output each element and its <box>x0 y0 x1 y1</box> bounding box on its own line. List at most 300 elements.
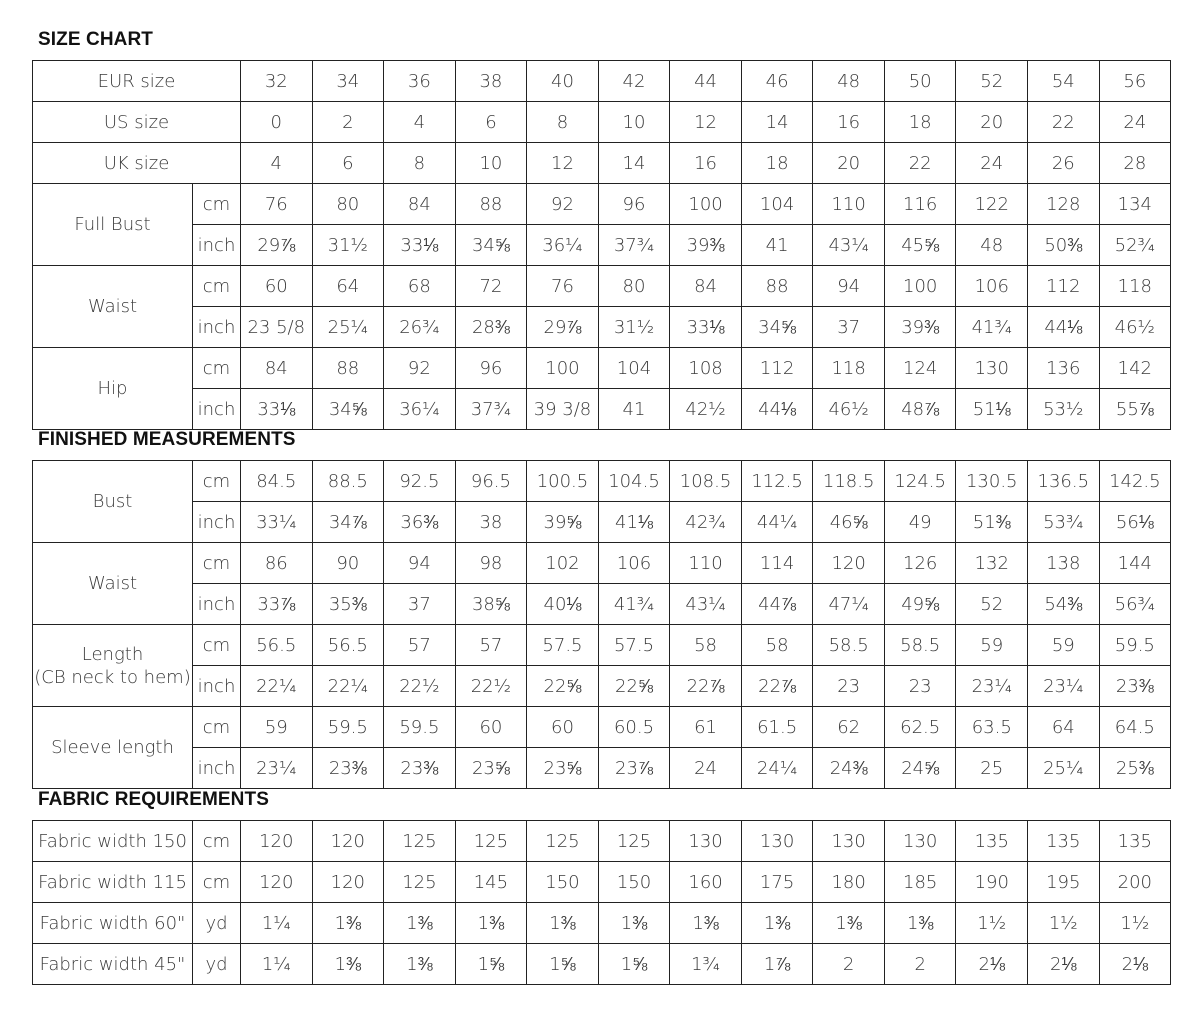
value-cell: 8 <box>384 143 456 184</box>
unit-cell: cm <box>193 543 241 584</box>
value-cell: 51⅜ <box>956 502 1028 543</box>
value-cell: 22¼ <box>241 666 313 707</box>
value-cell: 56.5 <box>312 625 384 666</box>
table-row <box>33 266 1171 307</box>
value-cell: 23¼ <box>956 666 1028 707</box>
size-chart-table <box>32 60 1171 430</box>
value-cell: 51⅛ <box>956 389 1028 430</box>
value-cell: 94 <box>384 543 456 584</box>
value-cell: 44 <box>670 61 742 102</box>
value-cell: 23⅞ <box>598 748 670 789</box>
value-cell: 118.5 <box>813 461 885 502</box>
value-cell: 1¾ <box>670 944 742 985</box>
value-cell: 62 <box>813 707 885 748</box>
value-cell: 90 <box>312 543 384 584</box>
value-cell: 64 <box>312 266 384 307</box>
value-cell: 76 <box>241 184 313 225</box>
table-row <box>33 348 1171 389</box>
size-chart-heading: SIZE CHART <box>38 29 153 50</box>
value-cell: 175 <box>741 862 813 903</box>
value-cell: 88 <box>455 184 527 225</box>
value-cell: 60.5 <box>598 707 670 748</box>
value-cell: 54⅜ <box>1028 584 1100 625</box>
value-cell: 44⅞ <box>741 584 813 625</box>
value-cell: 38 <box>455 502 527 543</box>
table-row <box>33 707 1171 748</box>
value-cell: 59 <box>956 625 1028 666</box>
value-cell: 1⅝ <box>455 944 527 985</box>
value-cell: 25¼ <box>312 307 384 348</box>
row-label: Sleeve length <box>33 707 193 789</box>
value-cell: 49⅝ <box>884 584 956 625</box>
value-cell: 88 <box>312 348 384 389</box>
table-row <box>33 666 1171 707</box>
value-cell: 84 <box>384 184 456 225</box>
value-cell: 150 <box>527 862 599 903</box>
value-cell: 94 <box>813 266 885 307</box>
value-cell: 88.5 <box>312 461 384 502</box>
value-cell: 53¾ <box>1028 502 1100 543</box>
value-cell: 1¼ <box>241 944 313 985</box>
value-cell: 18 <box>884 102 956 143</box>
value-cell: 136.5 <box>1028 461 1100 502</box>
value-cell: 47¼ <box>813 584 885 625</box>
value-cell: 134 <box>1099 184 1171 225</box>
value-cell: 4 <box>384 102 456 143</box>
row-label: Fabric width 115 <box>33 862 193 903</box>
value-cell: 120 <box>241 821 313 862</box>
table-row <box>33 862 1171 903</box>
value-cell: 96 <box>455 348 527 389</box>
value-cell: 33⅛ <box>384 225 456 266</box>
value-cell: 120 <box>813 543 885 584</box>
value-cell: 195 <box>1028 862 1100 903</box>
value-cell: 4 <box>241 143 313 184</box>
table-row <box>33 944 1171 985</box>
value-cell: 124.5 <box>884 461 956 502</box>
value-cell: 23 <box>884 666 956 707</box>
value-cell: 56¾ <box>1099 584 1171 625</box>
value-cell: 22½ <box>384 666 456 707</box>
value-cell: 72 <box>455 266 527 307</box>
table-row <box>33 102 1171 143</box>
value-cell: 58 <box>670 625 742 666</box>
value-cell: 48⅞ <box>884 389 956 430</box>
unit-cell: inch <box>193 502 241 543</box>
table-row <box>33 543 1171 584</box>
value-cell: 112 <box>1028 266 1100 307</box>
value-cell: 29⅞ <box>527 307 599 348</box>
value-cell: 34⅝ <box>455 225 527 266</box>
value-cell: 6 <box>455 102 527 143</box>
value-cell: 32 <box>241 61 313 102</box>
value-cell: 25¼ <box>1028 748 1100 789</box>
value-cell: 57 <box>455 625 527 666</box>
value-cell: 100 <box>670 184 742 225</box>
value-cell: 1⅜ <box>312 903 384 944</box>
value-cell: 64 <box>1028 707 1100 748</box>
value-cell: 10 <box>598 102 670 143</box>
value-cell: 135 <box>1028 821 1100 862</box>
value-cell: 18 <box>741 143 813 184</box>
row-label: EUR size <box>33 61 241 102</box>
value-cell: 84.5 <box>241 461 313 502</box>
value-cell: 98 <box>455 543 527 584</box>
value-cell: 52¾ <box>1099 225 1171 266</box>
value-cell: 60 <box>241 266 313 307</box>
value-cell: 10 <box>455 143 527 184</box>
value-cell: 142 <box>1099 348 1171 389</box>
value-cell: 61.5 <box>741 707 813 748</box>
value-cell: 1¼ <box>241 903 313 944</box>
value-cell: 110 <box>813 184 885 225</box>
value-cell: 110 <box>670 543 742 584</box>
value-cell: 1⅜ <box>741 903 813 944</box>
value-cell: 54 <box>1028 61 1100 102</box>
value-cell: 46 <box>741 61 813 102</box>
table-row <box>33 625 1171 666</box>
value-cell: 108.5 <box>670 461 742 502</box>
value-cell: 26¾ <box>384 307 456 348</box>
value-cell: 61 <box>670 707 742 748</box>
value-cell: 34⅝ <box>312 389 384 430</box>
value-cell: 43¼ <box>813 225 885 266</box>
value-cell: 58.5 <box>884 625 956 666</box>
value-cell: 28⅜ <box>455 307 527 348</box>
value-cell: 23⅝ <box>455 748 527 789</box>
value-cell: 26 <box>1028 143 1100 184</box>
value-cell: 144 <box>1099 543 1171 584</box>
value-cell: 39 3/8 <box>527 389 599 430</box>
value-cell: 60 <box>527 707 599 748</box>
value-cell: 1⅜ <box>384 903 456 944</box>
table-row <box>33 461 1171 502</box>
value-cell: 130 <box>956 348 1028 389</box>
value-cell: 1⅜ <box>455 903 527 944</box>
value-cell: 6 <box>312 143 384 184</box>
value-cell: 104.5 <box>598 461 670 502</box>
value-cell: 1⅜ <box>312 944 384 985</box>
unit-cell: cm <box>193 348 241 389</box>
unit-cell: cm <box>193 461 241 502</box>
table-row <box>33 389 1171 430</box>
value-cell: 52 <box>956 584 1028 625</box>
value-cell: 39⅜ <box>670 225 742 266</box>
value-cell: 37¾ <box>598 225 670 266</box>
value-cell: 1⅜ <box>670 903 742 944</box>
value-cell: 102 <box>527 543 599 584</box>
value-cell: 190 <box>956 862 1028 903</box>
value-cell: 68 <box>384 266 456 307</box>
value-cell: 38 <box>455 61 527 102</box>
value-cell: 22 <box>884 143 956 184</box>
value-cell: 120 <box>312 821 384 862</box>
value-cell: 114 <box>741 543 813 584</box>
unit-cell: yd <box>193 944 241 985</box>
value-cell: 23 <box>813 666 885 707</box>
value-cell: 112.5 <box>741 461 813 502</box>
value-cell: 2 <box>884 944 956 985</box>
table-row <box>33 143 1171 184</box>
row-label <box>33 625 193 707</box>
row-label: Waist <box>33 266 193 348</box>
value-cell: 1⅜ <box>813 903 885 944</box>
value-cell: 132 <box>956 543 1028 584</box>
value-cell: 56.5 <box>241 625 313 666</box>
value-cell: 92.5 <box>384 461 456 502</box>
value-cell: 24 <box>1099 102 1171 143</box>
unit-cell: cm <box>193 707 241 748</box>
unit-cell: inch <box>193 307 241 348</box>
value-cell: 31½ <box>598 307 670 348</box>
value-cell: 120 <box>241 862 313 903</box>
value-cell: 22⅞ <box>670 666 742 707</box>
value-cell: 25 <box>956 748 1028 789</box>
value-cell: 106 <box>956 266 1028 307</box>
value-cell: 128 <box>1028 184 1100 225</box>
value-cell: 12 <box>670 102 742 143</box>
value-cell: 29⅞ <box>241 225 313 266</box>
row-label: US size <box>33 102 241 143</box>
value-cell: 23⅜ <box>1099 666 1171 707</box>
value-cell: 44¼ <box>741 502 813 543</box>
value-cell: 36¼ <box>384 389 456 430</box>
value-cell: 142.5 <box>1099 461 1171 502</box>
value-cell: 48 <box>956 225 1028 266</box>
value-cell: 16 <box>670 143 742 184</box>
value-cell: 124 <box>884 348 956 389</box>
value-cell: 37¾ <box>455 389 527 430</box>
value-cell: 24⅜ <box>813 748 885 789</box>
value-cell: 38⅝ <box>455 584 527 625</box>
row-label: Full Bust <box>33 184 193 266</box>
value-cell: 86 <box>241 543 313 584</box>
fabric-requirements-heading: FABRIC REQUIREMENTS <box>38 789 269 810</box>
value-cell: 23¼ <box>241 748 313 789</box>
value-cell: 35⅜ <box>312 584 384 625</box>
value-cell: 104 <box>741 184 813 225</box>
value-cell: 55⅞ <box>1099 389 1171 430</box>
value-cell: 42½ <box>670 389 742 430</box>
value-cell: 43¼ <box>670 584 742 625</box>
value-cell: 52 <box>956 61 1028 102</box>
table-row <box>33 584 1171 625</box>
value-cell: 14 <box>741 102 813 143</box>
table-row <box>33 821 1171 862</box>
value-cell: 185 <box>884 862 956 903</box>
value-cell: 33⅞ <box>241 584 313 625</box>
value-cell: 80 <box>312 184 384 225</box>
value-cell: 150 <box>598 862 670 903</box>
value-cell: 130 <box>741 821 813 862</box>
value-cell: 145 <box>455 862 527 903</box>
value-cell: 1½ <box>1028 903 1100 944</box>
finished-measurements-table <box>32 460 1171 789</box>
value-cell: 104 <box>598 348 670 389</box>
value-cell: 24 <box>956 143 1028 184</box>
value-cell: 34⅞ <box>312 502 384 543</box>
unit-cell: yd <box>193 903 241 944</box>
value-cell: 41 <box>598 389 670 430</box>
value-cell: 88 <box>741 266 813 307</box>
table-row <box>33 502 1171 543</box>
value-cell: 118 <box>1099 266 1171 307</box>
value-cell: 126 <box>884 543 956 584</box>
value-cell: 22¼ <box>312 666 384 707</box>
value-cell: 0 <box>241 102 313 143</box>
unit-cell: cm <box>193 266 241 307</box>
value-cell: 23⅜ <box>384 748 456 789</box>
row-label: UK size <box>33 143 241 184</box>
value-cell: 125 <box>384 821 456 862</box>
value-cell: 136 <box>1028 348 1100 389</box>
value-cell: 1⅜ <box>527 903 599 944</box>
value-cell: 46½ <box>813 389 885 430</box>
value-cell: 135 <box>1099 821 1171 862</box>
value-cell: 125 <box>384 862 456 903</box>
value-cell: 34⅝ <box>741 307 813 348</box>
value-cell: 24 <box>670 748 742 789</box>
value-cell: 1½ <box>1099 903 1171 944</box>
value-cell: 60 <box>455 707 527 748</box>
value-cell: 92 <box>384 348 456 389</box>
row-label: Hip <box>33 348 193 430</box>
value-cell: 59.5 <box>384 707 456 748</box>
fabric-requirements-table <box>32 820 1171 985</box>
value-cell: 96 <box>598 184 670 225</box>
value-cell: 33¼ <box>241 502 313 543</box>
value-cell: 22⅝ <box>527 666 599 707</box>
value-cell: 23¼ <box>1028 666 1100 707</box>
value-cell: 44⅛ <box>1028 307 1100 348</box>
row-label-line: Length <box>81 643 144 665</box>
value-cell: 130 <box>670 821 742 862</box>
value-cell: 50⅜ <box>1028 225 1100 266</box>
unit-cell: inch <box>193 666 241 707</box>
value-cell: 48 <box>813 61 885 102</box>
value-cell: 2⅛ <box>1028 944 1100 985</box>
value-cell: 100 <box>884 266 956 307</box>
value-cell: 42¾ <box>670 502 742 543</box>
value-cell: 23⅜ <box>312 748 384 789</box>
value-cell: 41⅛ <box>598 502 670 543</box>
value-cell: 57 <box>384 625 456 666</box>
value-cell: 36¼ <box>527 225 599 266</box>
table-row <box>33 61 1171 102</box>
value-cell: 49 <box>884 502 956 543</box>
value-cell: 53½ <box>1028 389 1100 430</box>
value-cell: 1⅝ <box>598 944 670 985</box>
value-cell: 108 <box>670 348 742 389</box>
value-cell: 56 <box>1099 61 1171 102</box>
unit-cell: inch <box>193 389 241 430</box>
value-cell: 59 <box>241 707 313 748</box>
value-cell: 92 <box>527 184 599 225</box>
value-cell: 23⅝ <box>527 748 599 789</box>
value-cell: 125 <box>598 821 670 862</box>
table-row <box>33 225 1171 266</box>
value-cell: 59.5 <box>312 707 384 748</box>
value-cell: 12 <box>527 143 599 184</box>
value-cell: 28 <box>1099 143 1171 184</box>
value-cell: 39⅝ <box>527 502 599 543</box>
row-label: Fabric width 45" <box>33 944 193 985</box>
value-cell: 58 <box>741 625 813 666</box>
value-cell: 20 <box>956 102 1028 143</box>
unit-cell: cm <box>193 184 241 225</box>
value-cell: 125 <box>527 821 599 862</box>
value-cell: 2⅛ <box>1099 944 1171 985</box>
value-cell: 37 <box>384 584 456 625</box>
value-cell: 16 <box>813 102 885 143</box>
value-cell: 96.5 <box>455 461 527 502</box>
value-cell: 130 <box>884 821 956 862</box>
value-cell: 40 <box>527 61 599 102</box>
value-cell: 20 <box>813 143 885 184</box>
value-cell: 1⅞ <box>741 944 813 985</box>
value-cell: 84 <box>241 348 313 389</box>
value-cell: 138 <box>1028 543 1100 584</box>
value-cell: 8 <box>527 102 599 143</box>
value-cell: 46⅝ <box>813 502 885 543</box>
row-label-subline: (CB neck to hem) <box>34 666 191 688</box>
value-cell: 200 <box>1099 862 1171 903</box>
value-cell: 23 5/8 <box>241 307 313 348</box>
value-cell: 33⅛ <box>241 389 313 430</box>
table-row <box>33 903 1171 944</box>
value-cell: 36 <box>384 61 456 102</box>
table-row <box>33 748 1171 789</box>
value-cell: 80 <box>598 266 670 307</box>
value-cell: 22⅝ <box>598 666 670 707</box>
value-cell: 130 <box>813 821 885 862</box>
value-cell: 33⅛ <box>670 307 742 348</box>
value-cell: 22½ <box>455 666 527 707</box>
value-cell: 63.5 <box>956 707 1028 748</box>
value-cell: 1⅜ <box>598 903 670 944</box>
value-cell: 160 <box>670 862 742 903</box>
value-cell: 120 <box>312 862 384 903</box>
row-label: Bust <box>33 461 193 543</box>
value-cell: 22⅞ <box>741 666 813 707</box>
value-cell: 84 <box>670 266 742 307</box>
value-cell: 44⅛ <box>741 389 813 430</box>
value-cell: 1⅜ <box>384 944 456 985</box>
value-cell: 42 <box>598 61 670 102</box>
value-cell: 62.5 <box>884 707 956 748</box>
value-cell: 22 <box>1028 102 1100 143</box>
table-row <box>33 307 1171 348</box>
unit-cell: inch <box>193 225 241 266</box>
row-label: Waist <box>33 543 193 625</box>
value-cell: 2 <box>813 944 885 985</box>
value-cell: 37 <box>813 307 885 348</box>
value-cell: 2⅛ <box>956 944 1028 985</box>
value-cell: 39⅜ <box>884 307 956 348</box>
value-cell: 24⅝ <box>884 748 956 789</box>
value-cell: 130.5 <box>956 461 1028 502</box>
value-cell: 14 <box>598 143 670 184</box>
value-cell: 40⅛ <box>527 584 599 625</box>
value-cell: 46½ <box>1099 307 1171 348</box>
value-cell: 118 <box>813 348 885 389</box>
value-cell: 25⅜ <box>1099 748 1171 789</box>
value-cell: 112 <box>741 348 813 389</box>
value-cell: 41¾ <box>598 584 670 625</box>
unit-cell: cm <box>193 862 241 903</box>
value-cell: 76 <box>527 266 599 307</box>
finished-measurements-heading: FINISHED MEASUREMENTS <box>38 429 296 450</box>
